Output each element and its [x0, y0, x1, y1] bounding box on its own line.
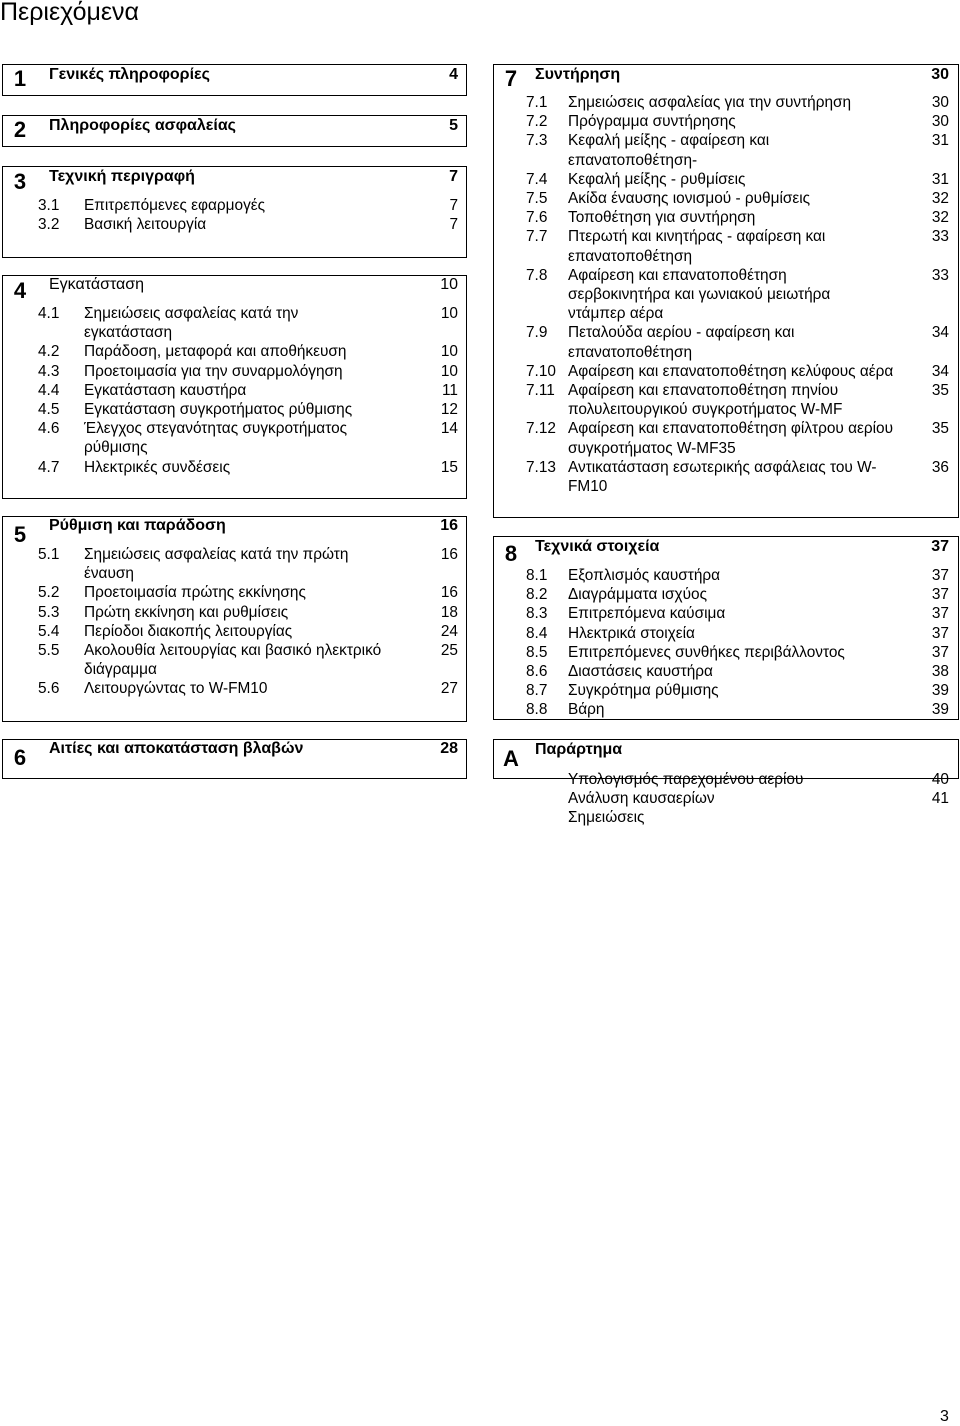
section-7-items	[526, 93, 949, 496]
entry-page: 35	[931, 420, 949, 438]
toc-entry[interactable]	[526, 566, 949, 585]
toc-section-6	[2, 739, 467, 779]
entry-page: 39	[931, 682, 949, 700]
entry-title: Πεταλούδα αερίου - αφαίρεση και επανατοποθέτηση	[568, 324, 795, 361]
entry-number: 8.4	[526, 624, 548, 642]
entry-title: Αφαίρεση και επανατοποθέτηση κελύφους αέρα	[568, 362, 894, 380]
entry-page: 40	[931, 771, 949, 788]
entry-title: Διαστάσεις καυστήρα	[568, 663, 713, 681]
entry-page: 37	[931, 605, 949, 623]
entry-title: Σημειώσεις ασφαλείας για την συντήρηση	[568, 94, 852, 111]
entry-number: 7.9	[526, 324, 548, 342]
entry-number: 7.3	[526, 132, 548, 150]
section-5-number: 5	[13, 522, 27, 547]
entry-page: 37	[931, 624, 949, 642]
toc-entry[interactable]	[526, 624, 949, 643]
entry-page: 30	[931, 113, 949, 131]
entry-page: 11	[442, 381, 458, 399]
entry-title: Συγκρότημα ρύθμισης	[568, 682, 719, 700]
entry-page: 10	[440, 305, 458, 322]
entry-page: 36	[931, 458, 949, 476]
toc-entry[interactable]	[526, 131, 949, 169]
section-2-title: Πληροφορίες ασφαλείας	[49, 117, 236, 134]
entry-title: Επιτρεπόμενα καύσιμα	[568, 605, 726, 623]
entry-number: 8.5	[526, 643, 548, 661]
entry-page: 37	[931, 567, 949, 584]
entry-title: Προετοιμασία για την συναρμολόγηση	[84, 362, 343, 380]
entry-page: 37	[931, 643, 949, 661]
entry-page: 24	[440, 622, 458, 640]
entry-page: 33	[931, 266, 949, 284]
entry-number: 4.3	[38, 362, 60, 380]
entry-title: Ηλεκτρικά στοιχεία	[568, 624, 695, 642]
toc-entry[interactable]	[526, 458, 949, 496]
entry-page: 12	[440, 401, 458, 419]
toc-entry[interactable]	[526, 93, 949, 112]
toc-entry[interactable]	[38, 679, 458, 698]
page-number: 3	[940, 1408, 949, 1425]
toc-entry[interactable]	[526, 662, 949, 681]
entry-title: Αντικατάσταση εσωτερικής ασφάλειας του W-FM10	[568, 458, 877, 496]
entry-number: 8.8	[526, 701, 548, 719]
section-6-page: 28	[440, 740, 458, 757]
section-6-title: Αιτίες και αποκατάσταση βλαβών	[49, 740, 304, 757]
entry-number: 4.1	[38, 305, 60, 322]
toc-entry[interactable]	[526, 170, 949, 189]
entry-number: 7.4	[526, 170, 548, 188]
entry-number: 7.6	[526, 209, 548, 227]
entry-number: 7.1	[526, 94, 548, 111]
toc-entry[interactable]	[38, 342, 458, 361]
entry-number: 7.12	[526, 420, 556, 438]
entry-number: 7.11	[526, 382, 555, 400]
section-1-page: 4	[449, 66, 458, 83]
section-1-number: 1	[13, 66, 27, 91]
entry-page: 15	[440, 458, 458, 476]
entry-title: Σημειώσεις ασφαλείας κατά την εγκατάσταση	[84, 305, 299, 342]
entry-title: Περίοδοι διακοπής λειτουργίας	[84, 622, 293, 640]
entry-title: Αφαίρεση και επανατοποθέτηση πηνίου πολυλειτουργικού συγκροτήματος W-MF	[568, 382, 843, 419]
entry-number: 5.6	[38, 680, 60, 698]
entry-page: 31	[931, 132, 949, 150]
section-4-items	[38, 304, 458, 477]
toc-entry[interactable]	[38, 304, 458, 342]
page-title: Περιεχόμενα	[0, 0, 139, 26]
entry-page: 16	[440, 584, 458, 602]
entry-title: Υπολογισμός παρεχομένου αερίου	[568, 771, 804, 788]
entry-title: Πτερωτή και κινητήρας - αφαίρεση και επανατοποθέτηση	[568, 228, 826, 265]
entry-page: 10	[440, 362, 458, 380]
entry-number: 7.8	[526, 266, 548, 284]
entry-page: 7	[449, 216, 458, 234]
toc-section-1	[2, 64, 467, 96]
toc-entry[interactable]	[38, 622, 458, 641]
toc-entry[interactable]	[568, 770, 949, 789]
entry-number: 4.4	[38, 381, 60, 399]
entry-page: 32	[931, 209, 949, 227]
toc-entry[interactable]	[38, 362, 458, 381]
entry-number: 7.13	[526, 458, 556, 476]
toc-section-2	[2, 115, 467, 147]
section-1-title: Γενικές πληροφορίες	[49, 66, 210, 83]
entry-title: Σημειώσεις	[568, 809, 645, 827]
entry-page: 38	[931, 663, 949, 681]
toc-entry[interactable]	[568, 808, 949, 827]
toc-entry[interactable]	[38, 381, 458, 400]
section-8-title: Τεχνικά στοιχεία	[535, 538, 660, 555]
section-8-number: 8	[504, 541, 518, 566]
entry-title: Λειτουργώντας το W-FM10	[84, 680, 268, 698]
entry-title: Εγκατάσταση συγκροτήματος ρύθμισης	[84, 401, 353, 419]
entry-title: Ανάλυση καυσαερίων	[568, 790, 715, 808]
toc-entry[interactable]	[38, 419, 458, 457]
entry-page: 10	[440, 343, 458, 361]
toc-entry[interactable]	[526, 604, 949, 623]
entry-page: 41	[931, 790, 949, 808]
section-4-number: 4	[13, 278, 27, 303]
entry-page: 7	[449, 197, 458, 214]
entry-number: 4.6	[38, 420, 60, 438]
toc-section-5	[2, 516, 467, 722]
section-8-page: 37	[931, 538, 949, 555]
entry-page: 14	[440, 420, 458, 438]
toc-entry[interactable]	[526, 585, 949, 604]
entry-page: 34	[931, 362, 949, 380]
entry-page: 18	[440, 603, 458, 621]
toc-entry[interactable]	[526, 189, 949, 208]
toc-entry[interactable]	[526, 381, 949, 419]
toc-entry[interactable]	[38, 196, 458, 215]
entry-page: 31	[931, 170, 949, 188]
section-appendix-title: Παράρτημα	[535, 741, 623, 758]
entry-page: 25	[440, 642, 458, 660]
toc-entry[interactable]	[526, 323, 949, 361]
toc-section-7	[493, 64, 959, 518]
entry-number: 8.7	[526, 682, 548, 700]
entry-title: Αφαίρεση και επανατοποθέτηση φίλτρου αερίου συγκροτήματος W-MF35	[568, 420, 894, 457]
section-appendix-items	[568, 770, 949, 828]
section-3-page: 7	[449, 168, 458, 185]
entry-number: 3.2	[38, 216, 60, 234]
section-5-page: 16	[440, 517, 458, 534]
section-3-title: Τεχνική περιγραφή	[49, 168, 195, 185]
entry-page: 27	[440, 680, 458, 698]
entry-number: 3.1	[38, 197, 60, 214]
entry-page: 30	[931, 94, 949, 111]
entry-title: Ακίδα έναυσης ιονισμού - ρυθμίσεις	[568, 190, 811, 208]
entry-title: Προετοιμασία πρώτης εκκίνησης	[84, 584, 306, 602]
entry-title: Πρώτη εκκίνηση και ρυθμίσεις	[84, 603, 289, 621]
section-6-number: 6	[13, 745, 27, 770]
section-5-items	[38, 545, 458, 699]
toc-entry[interactable]	[526, 227, 949, 265]
entry-number: 7.10	[526, 362, 556, 380]
entry-number: 5.3	[38, 603, 60, 621]
entry-page: 32	[931, 190, 949, 208]
toc-entry[interactable]	[526, 643, 949, 662]
toc-entry[interactable]	[526, 700, 949, 719]
entry-title: Διαγράμματα ισχύος	[568, 586, 708, 604]
toc-entry[interactable]	[526, 266, 949, 324]
entry-number: 8.6	[526, 663, 548, 681]
entry-number: 4.2	[38, 343, 60, 361]
toc-entry[interactable]	[38, 458, 458, 477]
section-5-title: Ρύθμιση και παράδοση	[49, 517, 226, 534]
section-8-items	[526, 566, 949, 720]
toc-entry[interactable]	[38, 583, 458, 602]
toc-section-4	[2, 275, 467, 499]
section-4-title: Εγκατάσταση	[49, 276, 145, 293]
toc-entry[interactable]	[526, 208, 949, 227]
entry-title: Κεφαλή μείξης - αφαίρεση και επανατοποθέτηση-	[568, 132, 770, 169]
section-appendix-number: A	[503, 746, 519, 771]
toc-entry[interactable]	[38, 400, 458, 419]
toc-entry[interactable]	[526, 362, 949, 381]
entry-title: Βασική λειτουργία	[84, 216, 207, 234]
entry-page: 35	[931, 382, 949, 400]
entry-number: 5.5	[38, 642, 60, 660]
entry-title: Εξοπλισμός καυστήρα	[568, 567, 721, 584]
section-7-title: Συντήρηση	[535, 66, 621, 83]
entry-number: 4.5	[38, 401, 60, 419]
toc-section-3	[2, 166, 467, 258]
entry-number: 5.1	[38, 546, 60, 563]
entry-number: 5.2	[38, 584, 60, 602]
entry-number: 5.4	[38, 622, 60, 640]
entry-title: Παράδοση, μεταφορά και αποθήκευση	[84, 343, 347, 361]
entry-title: Ηλεκτρικές συνδέσεις	[84, 458, 231, 476]
section-2-page: 5	[449, 117, 458, 134]
toc-entry[interactable]	[38, 603, 458, 622]
entry-number: 7.5	[526, 190, 548, 208]
entry-title: Αφαίρεση και επανατοποθέτηση σερβοκινητήρα και γωνιακού μειωτήρα ντάμπερ αέρα	[568, 266, 831, 323]
entry-title: Επιτρεπόμενες εφαρμογές	[84, 197, 266, 214]
entry-number: 4.7	[38, 458, 60, 476]
entry-page: 34	[931, 324, 949, 342]
entry-title: Ακολουθία λειτουργίας και βασικό ηλεκτρικό διάγραμμα	[84, 642, 382, 679]
toc-entry[interactable]	[526, 419, 949, 457]
entry-title: Κεφαλή μείξης - ρυθμίσεις	[568, 170, 746, 188]
entry-number: 8.1	[526, 567, 548, 584]
section-7-number: 7	[504, 66, 518, 91]
entry-page: 16	[440, 546, 458, 563]
section-3-number: 3	[13, 169, 27, 194]
entry-number: 8.2	[526, 586, 548, 604]
entry-page: 39	[931, 701, 949, 719]
entry-title: Βάρη	[568, 701, 605, 719]
entry-title: Εγκατάσταση καυστήρα	[84, 381, 247, 399]
entry-title: Επιτρεπόμενες συνθήκες περιβάλλοντος	[568, 643, 845, 661]
section-3-items	[38, 196, 458, 234]
section-2-number: 2	[13, 117, 27, 142]
entry-number: 7.2	[526, 113, 548, 131]
entry-title: Έλεγχος στεγανότητας συγκροτήματος ρύθμισης	[84, 420, 348, 457]
toc-entry[interactable]	[38, 215, 458, 234]
toc-section-8	[493, 536, 959, 720]
entry-page: 33	[931, 228, 949, 246]
toc-entry[interactable]	[526, 112, 949, 131]
toc-entry[interactable]	[38, 545, 458, 583]
toc-entry[interactable]	[38, 641, 458, 679]
entry-title: Τοποθέτηση για συντήρηση	[568, 209, 756, 227]
entry-number: 7.7	[526, 228, 548, 246]
toc-entry[interactable]	[526, 681, 949, 700]
entry-title: Σημειώσεις ασφαλείας κατά την πρώτη έναυση	[84, 546, 349, 583]
entry-number: 8.3	[526, 605, 548, 623]
section-7-page: 30	[931, 66, 949, 83]
section-4-page: 10	[440, 276, 458, 293]
toc-section-appendix	[493, 739, 959, 831]
entry-page: 37	[931, 586, 949, 604]
toc-entry[interactable]	[568, 789, 949, 808]
entry-title: Πρόγραμμα συντήρησης	[568, 113, 736, 131]
